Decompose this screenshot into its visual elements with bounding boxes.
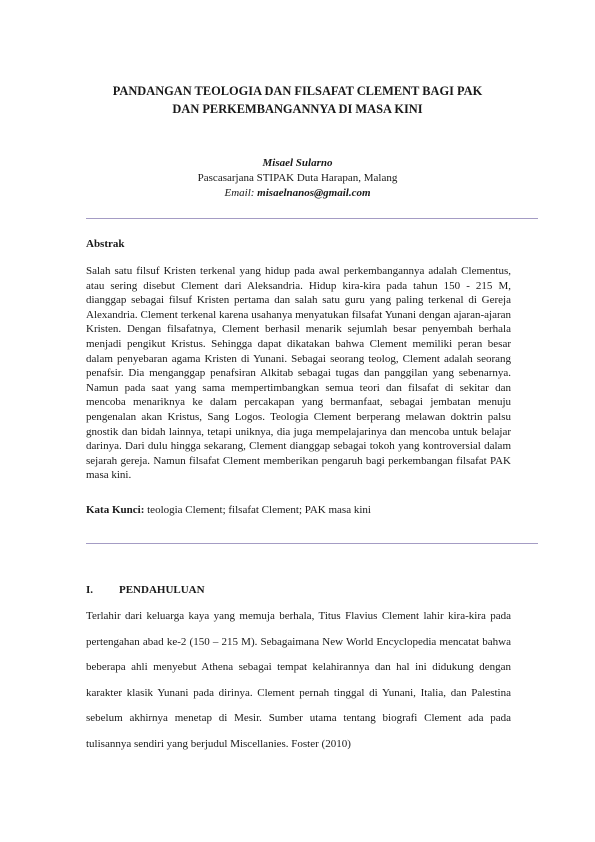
section-body-text: Terlahir dari keluarga kaya yang memuja berhala, Titus Flavius Clement lahir kira-kira pada pertengahan abad ke-2 (150 – 215 M). Sebagaimana New World Encyclopedia mencatat bahwa beberapa ahli menyebut Athena sebagai tempat kelahirannya dan hal ini didukung dengan karakter klasik Yunani pada dirinya. Clement pernah tinggal di Yunani, Italia, dan Palestina sebelum akhirnya menetap di Mesir. Sumber utama tentang biografi Clement ada pada tulisannya sendiri yang berjudul Miscellanies. Foster (2010) <box>86 610 511 750</box>
top-divider <box>86 218 538 219</box>
abstract-heading: Abstrak <box>86 238 125 250</box>
abstract-text: Salah satu filsuf Kristen terkenal yang hidup pada awal perkembangannya adalah Clementus, atau sering disebut Clement dari Aleksandria. Hidup kira-kira pada tahun 150 - 215 M, dianggap sebagai filsuf Kristen pertama dan salah satu guru yang paling terkenal di Gereja Alexandria. Clement terkenal karena usahanya menyatukan filsafat Yunani dengan ajaran-ajaran Kristen. Dengan filsafatnya, Clement berhasil menarik sejumlah besar penyembah berhala menjadi pengikut Kristus. Sehingga dapat dikatakan bahwa Clement memiliki peran besar dalam penyebaran agama Kristen di Yunani. Sebagai seorang teolog, Clement adalah seorang penafsir. Dia menganggap penafsiran Alkitab sebagai tugas dan panggilan yang sebenarnya. Namun pada saat yang sama mempertimbangkan semua teori dan filsafat di sekitar dan mencoba menariknya ke dalam percakapan yang bermanfaat, sebagai jembatan menuju pengenalan akan Kristus, Sang Logos. Teologia Clement berperang melawan doktrin palsu gnostik dan bidah lainnya, tetapi uniknya, dia juga mempelajarinya dan mencoba untuk belajar darinya. Dari dulu hingga sekarang, Clement dianggap sebagai tokoh yang kontroversial dalam sejarah gereja. Namun filsafat Clement memberikan pengaruh bagi perkembangan filsafat PAK masa kini. <box>86 265 511 482</box>
author-affiliation: Pascasarjana STIPAK Duta Harapan, Malang <box>197 172 398 184</box>
paper-title <box>86 83 509 118</box>
bottom-divider <box>86 543 538 544</box>
section-heading: PENDAHULUAN <box>119 584 205 596</box>
author-name: Misael Sularno <box>262 157 333 169</box>
keywords-label: Kata Kunci: <box>86 504 145 516</box>
title-line-1: PANDANGAN TEOLOGIA DAN FILSAFAT CLEMENT BAGI PAK <box>112 84 483 98</box>
keywords-line <box>86 503 511 518</box>
author-email-line <box>0 186 595 201</box>
title-line-2: DAN PERKEMBANGANNYA DI MASA KINI <box>172 101 423 116</box>
email-label: Email: <box>224 187 258 199</box>
section-number: I. <box>86 584 94 596</box>
keywords-list: teologia Clement; filsafat Clement; PAK masa kini <box>144 504 371 516</box>
author-email[interactable]: misaelnanos@gmail.com <box>257 187 371 199</box>
